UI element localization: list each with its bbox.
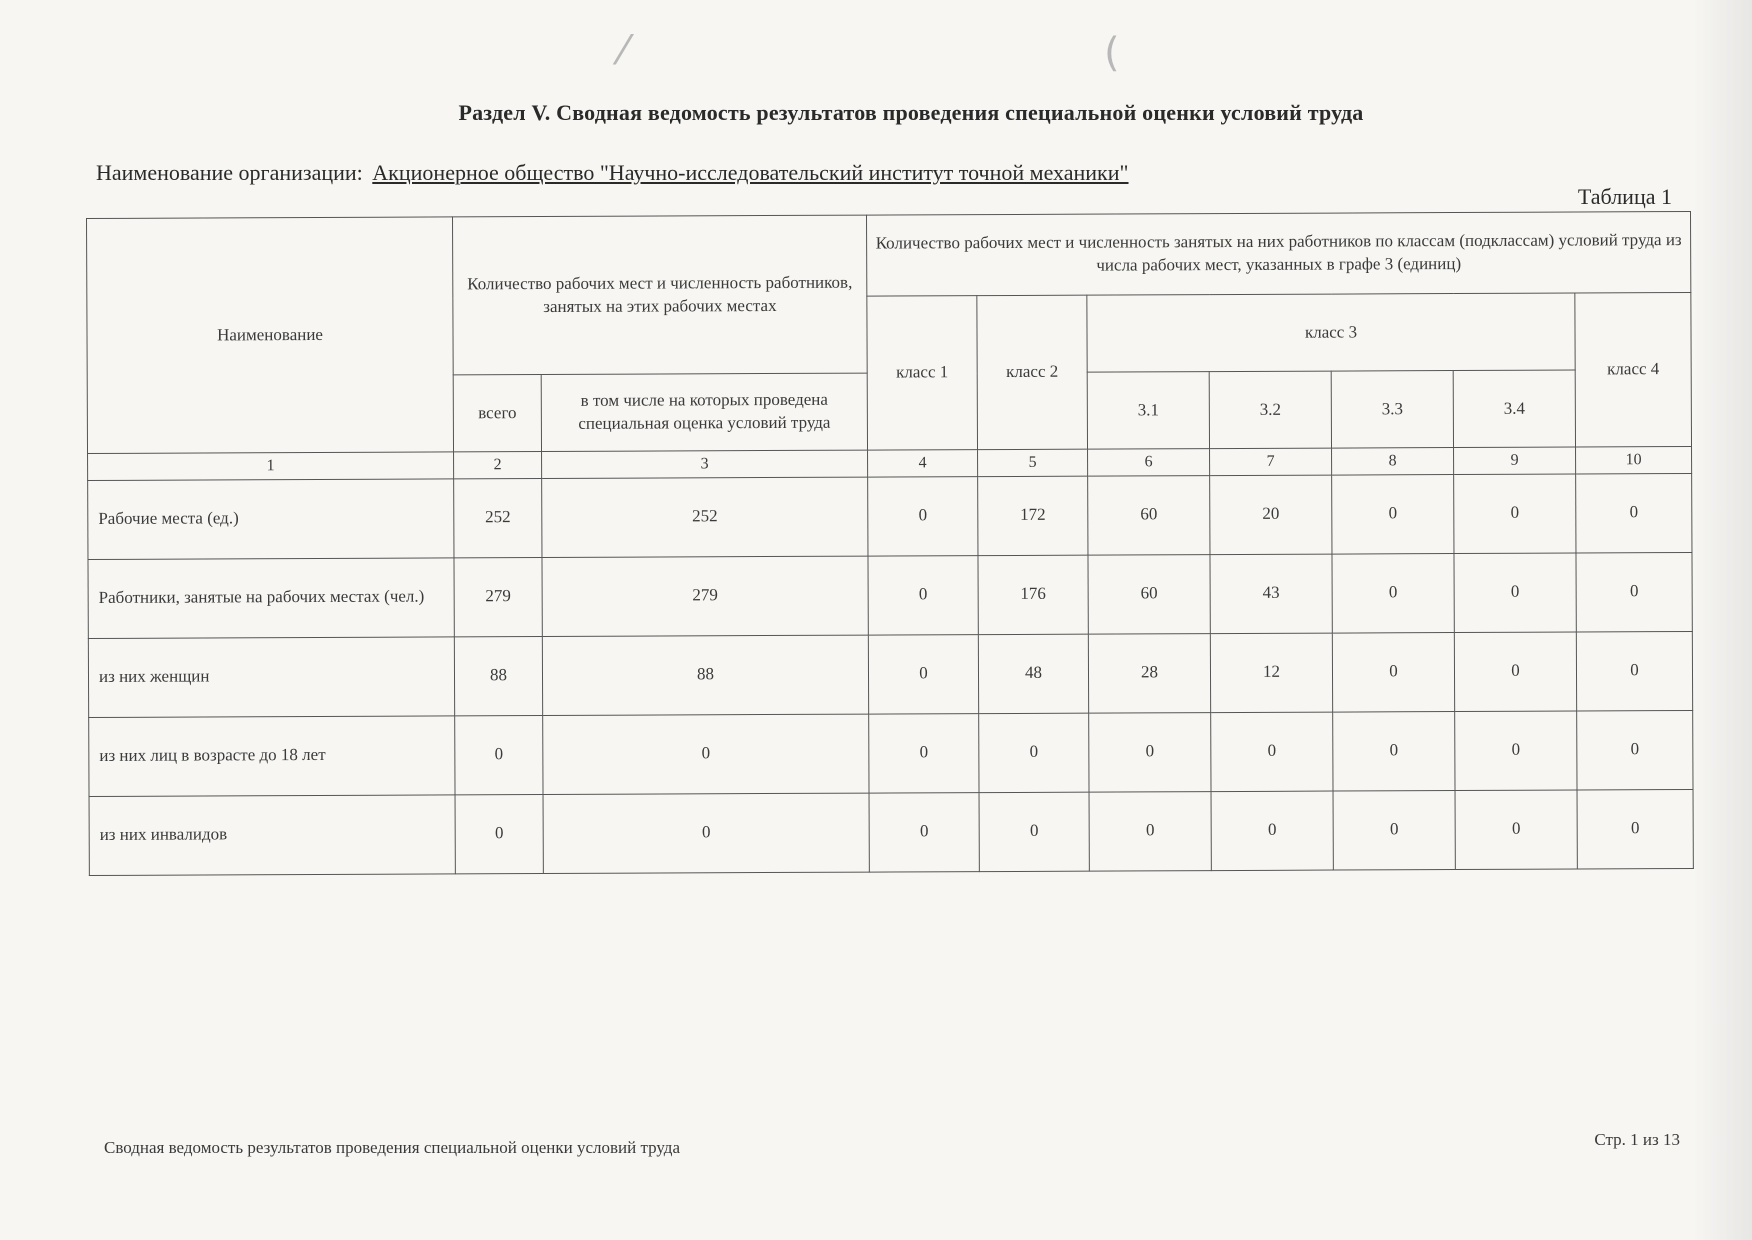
cell-value: 0 xyxy=(1577,789,1693,869)
row-label: Работники, занятые на рабочих местах (чел.) xyxy=(88,557,454,638)
column-number: 2 xyxy=(454,452,542,479)
cell-value: 0 xyxy=(979,713,1089,792)
cell-value: 0 xyxy=(1332,632,1454,712)
cell-value: 0 xyxy=(543,714,869,794)
organization-name: Акционерное общество "Научно-исследовательский институт точной механики" xyxy=(372,160,1129,185)
cell-value: 0 xyxy=(455,794,543,873)
cell-value: 252 xyxy=(454,478,542,557)
column-number: 10 xyxy=(1576,446,1692,473)
cell-value: 12 xyxy=(1210,633,1332,713)
cell-value: 0 xyxy=(1454,632,1576,712)
summary-table xyxy=(86,211,1694,876)
cell-value: 43 xyxy=(1210,554,1332,634)
cell-value: 0 xyxy=(1455,711,1577,791)
column-number: 1 xyxy=(88,452,454,480)
cell-value: 0 xyxy=(1333,790,1455,870)
cell-value: 0 xyxy=(1089,791,1211,871)
cell-value: 88 xyxy=(542,635,868,715)
cell-value: 0 xyxy=(1454,553,1576,633)
cell-value: 60 xyxy=(1088,554,1210,634)
cell-value: 176 xyxy=(978,555,1088,634)
header-class2: класс 2 xyxy=(977,295,1088,449)
cell-value: 0 xyxy=(868,476,978,555)
cell-value: 0 xyxy=(1577,710,1693,790)
cell-value: 0 xyxy=(869,713,979,792)
footer-document-title: Сводная ведомость результатов проведения специальной оценки условий труда xyxy=(104,1138,680,1157)
cell-value: 252 xyxy=(542,477,868,557)
cell-value: 279 xyxy=(542,556,868,636)
header-name: Наименование xyxy=(87,217,454,454)
cell-value: 0 xyxy=(1576,552,1692,632)
cell-value: 0 xyxy=(455,715,543,794)
table-row xyxy=(89,710,1693,796)
column-number: 6 xyxy=(1088,449,1210,476)
organization-label: Наименование организации: xyxy=(96,160,363,185)
header-class3-3: 3.3 xyxy=(1331,371,1453,449)
cell-value: 0 xyxy=(543,793,869,873)
cell-value: 0 xyxy=(1576,473,1692,553)
cell-value: 28 xyxy=(1088,633,1210,713)
header-class3-1: 3.1 xyxy=(1087,372,1209,450)
footer-page-number: Стр. 1 из 13 xyxy=(1594,1130,1680,1149)
column-number: 8 xyxy=(1332,448,1454,475)
cell-value: 0 xyxy=(868,634,978,713)
table-row xyxy=(88,552,1692,638)
column-number: 9 xyxy=(1454,447,1576,474)
table-row xyxy=(88,473,1692,559)
column-number: 7 xyxy=(1210,448,1332,475)
cell-value: 0 xyxy=(1333,711,1455,791)
row-label: из них лиц в возрасте до 18 лет xyxy=(89,715,455,796)
header-class1: класс 1 xyxy=(867,296,978,450)
header-assessed: в том числе на которых проведена специальная оценка условий труда xyxy=(541,373,867,451)
column-number: 4 xyxy=(868,450,978,477)
scan-mark: ( xyxy=(1104,30,1120,76)
column-number: 3 xyxy=(542,450,868,478)
cell-value: 0 xyxy=(1332,553,1454,633)
cell-value: 0 xyxy=(1211,791,1333,871)
cell-value: 48 xyxy=(978,634,1088,713)
header-total: всего xyxy=(453,375,541,452)
header-count-group: Количество рабочих мест и численность работников, занятых на этих рабочих местах xyxy=(452,215,867,375)
cell-value: 0 xyxy=(1576,631,1692,711)
row-label: Рабочие места (ед.) xyxy=(88,478,454,559)
header-classes-group: Количество рабочих мест и численность занятых на них работников по классам (подклассам) условий труда из числа рабочих мест, указанных в графе 3 (единиц) xyxy=(866,211,1690,296)
cell-value: 60 xyxy=(1088,475,1210,555)
cell-value: 0 xyxy=(1332,474,1454,554)
cell-value: 0 xyxy=(1454,474,1576,554)
cell-value: 0 xyxy=(868,555,978,634)
header-class3-2: 3.2 xyxy=(1209,371,1331,449)
header-class4: класс 4 xyxy=(1575,292,1692,447)
cell-value: 88 xyxy=(454,636,542,715)
table-caption: Таблица 1 xyxy=(1577,184,1672,209)
cell-value: 0 xyxy=(869,792,979,871)
page-title: Раздел V. Сводная ведомость результатов проведения специальной оценки условий труда xyxy=(458,100,1364,125)
cell-value: 0 xyxy=(1089,712,1211,792)
column-number: 5 xyxy=(978,449,1088,476)
cell-value: 172 xyxy=(978,476,1088,555)
cell-value: 0 xyxy=(979,792,1089,871)
cell-value: 0 xyxy=(1211,712,1333,792)
cell-value: 0 xyxy=(1455,790,1577,870)
cell-value: 20 xyxy=(1210,475,1332,555)
cell-value: 279 xyxy=(454,557,542,636)
scan-mark: ⁄ xyxy=(620,28,627,74)
header-class3: класс 3 xyxy=(1087,293,1575,372)
table-row xyxy=(89,789,1693,875)
row-label: из них женщин xyxy=(88,636,454,717)
page-edge-shadow xyxy=(1692,0,1752,1240)
table-row xyxy=(88,631,1692,717)
row-label: из них инвалидов xyxy=(89,794,455,875)
header-class3-4: 3.4 xyxy=(1453,370,1575,448)
organization-line xyxy=(96,160,1129,186)
